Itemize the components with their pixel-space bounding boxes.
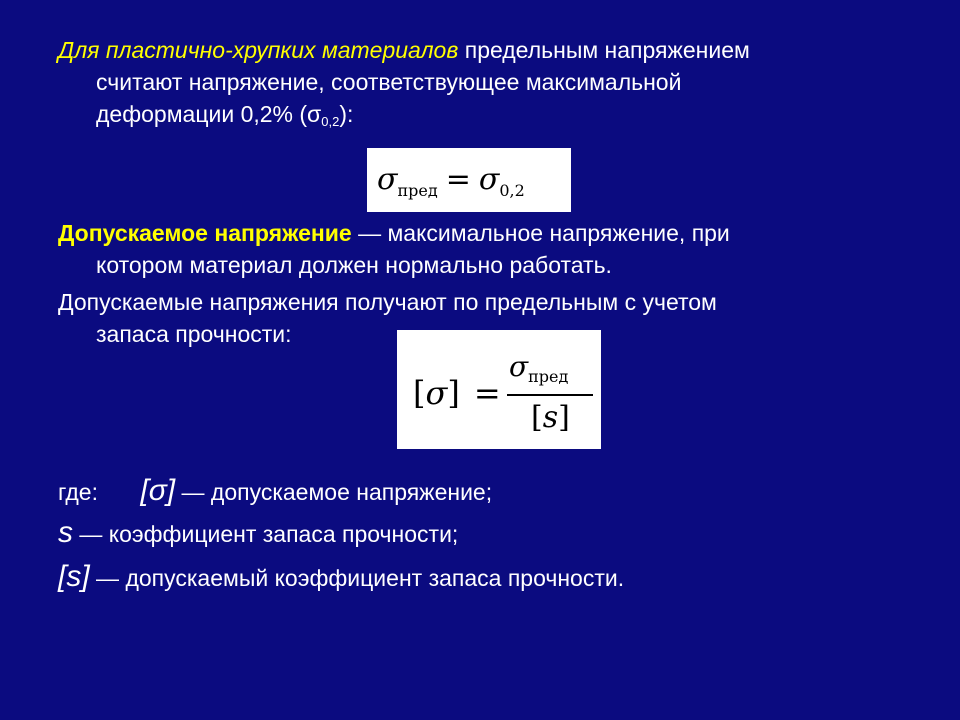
formula-symbol: σ — [377, 162, 398, 197]
text: — допускаемый коэффициент запаса прочности. — [89, 565, 625, 591]
paragraph-line — [58, 34, 878, 66]
fraction-bar — [507, 394, 593, 396]
text: считают напряжение, соответствующее максимальной — [96, 69, 682, 95]
text: запаса прочности: — [96, 321, 292, 347]
bracket: ] — [447, 374, 460, 412]
text: Допускаемые напряжения получают по предельным с учетом — [58, 289, 717, 315]
formula-denominator — [531, 400, 570, 435]
formula-subscript: пред — [397, 181, 438, 200]
bracket: ] — [558, 400, 570, 435]
text: — допускаемое напряжение; — [175, 479, 493, 505]
equals-sign: = — [473, 374, 501, 412]
formula-expression — [377, 162, 525, 200]
formula-subscript: 0,2 — [499, 181, 525, 200]
highlight-term: Для пластично-хрупких материалов — [58, 37, 459, 63]
symbol-s: s — [58, 516, 73, 549]
legend-line-safety-factor — [58, 516, 458, 550]
text: — максимальное напряжение, при — [351, 220, 730, 246]
text: котором материал должен нормально работать. — [96, 252, 612, 278]
text: — коэффициент запаса прочности; — [73, 521, 459, 547]
text: деформации 0,2% (σ — [96, 101, 322, 127]
formula-sigma-limit — [367, 148, 571, 212]
bracket: [ — [531, 400, 543, 435]
formula-allowable-stress — [397, 330, 601, 449]
formula-numerator — [509, 350, 568, 386]
formula-lhs — [413, 374, 501, 412]
legend-line-allowable-safety-factor — [58, 560, 624, 594]
equals-sign: = — [445, 162, 471, 197]
symbol-s-bracket: [s] — [58, 560, 90, 593]
formula-symbol: σ — [509, 350, 529, 383]
where-label: где: — [58, 479, 98, 505]
highlight-term: Допускаемое напряжение — [58, 220, 352, 246]
formula-symbol: σ — [425, 374, 448, 412]
paragraph-line — [58, 217, 878, 249]
legend-line-allowable-stress — [58, 474, 492, 508]
symbol-sigma: [σ] — [140, 474, 176, 507]
text: ): — [339, 101, 354, 127]
paragraph-yield-definition — [58, 34, 878, 138]
paragraph-line — [58, 98, 878, 138]
bracket: [ — [413, 374, 426, 412]
subscript: 0,2 — [321, 114, 340, 129]
paragraph-allowable-stress — [58, 217, 878, 281]
formula-symbol: s — [542, 400, 559, 435]
text: предельным напряжением — [458, 37, 750, 63]
formula-symbol: σ — [478, 162, 500, 197]
formula-subscript: пред — [528, 367, 569, 386]
